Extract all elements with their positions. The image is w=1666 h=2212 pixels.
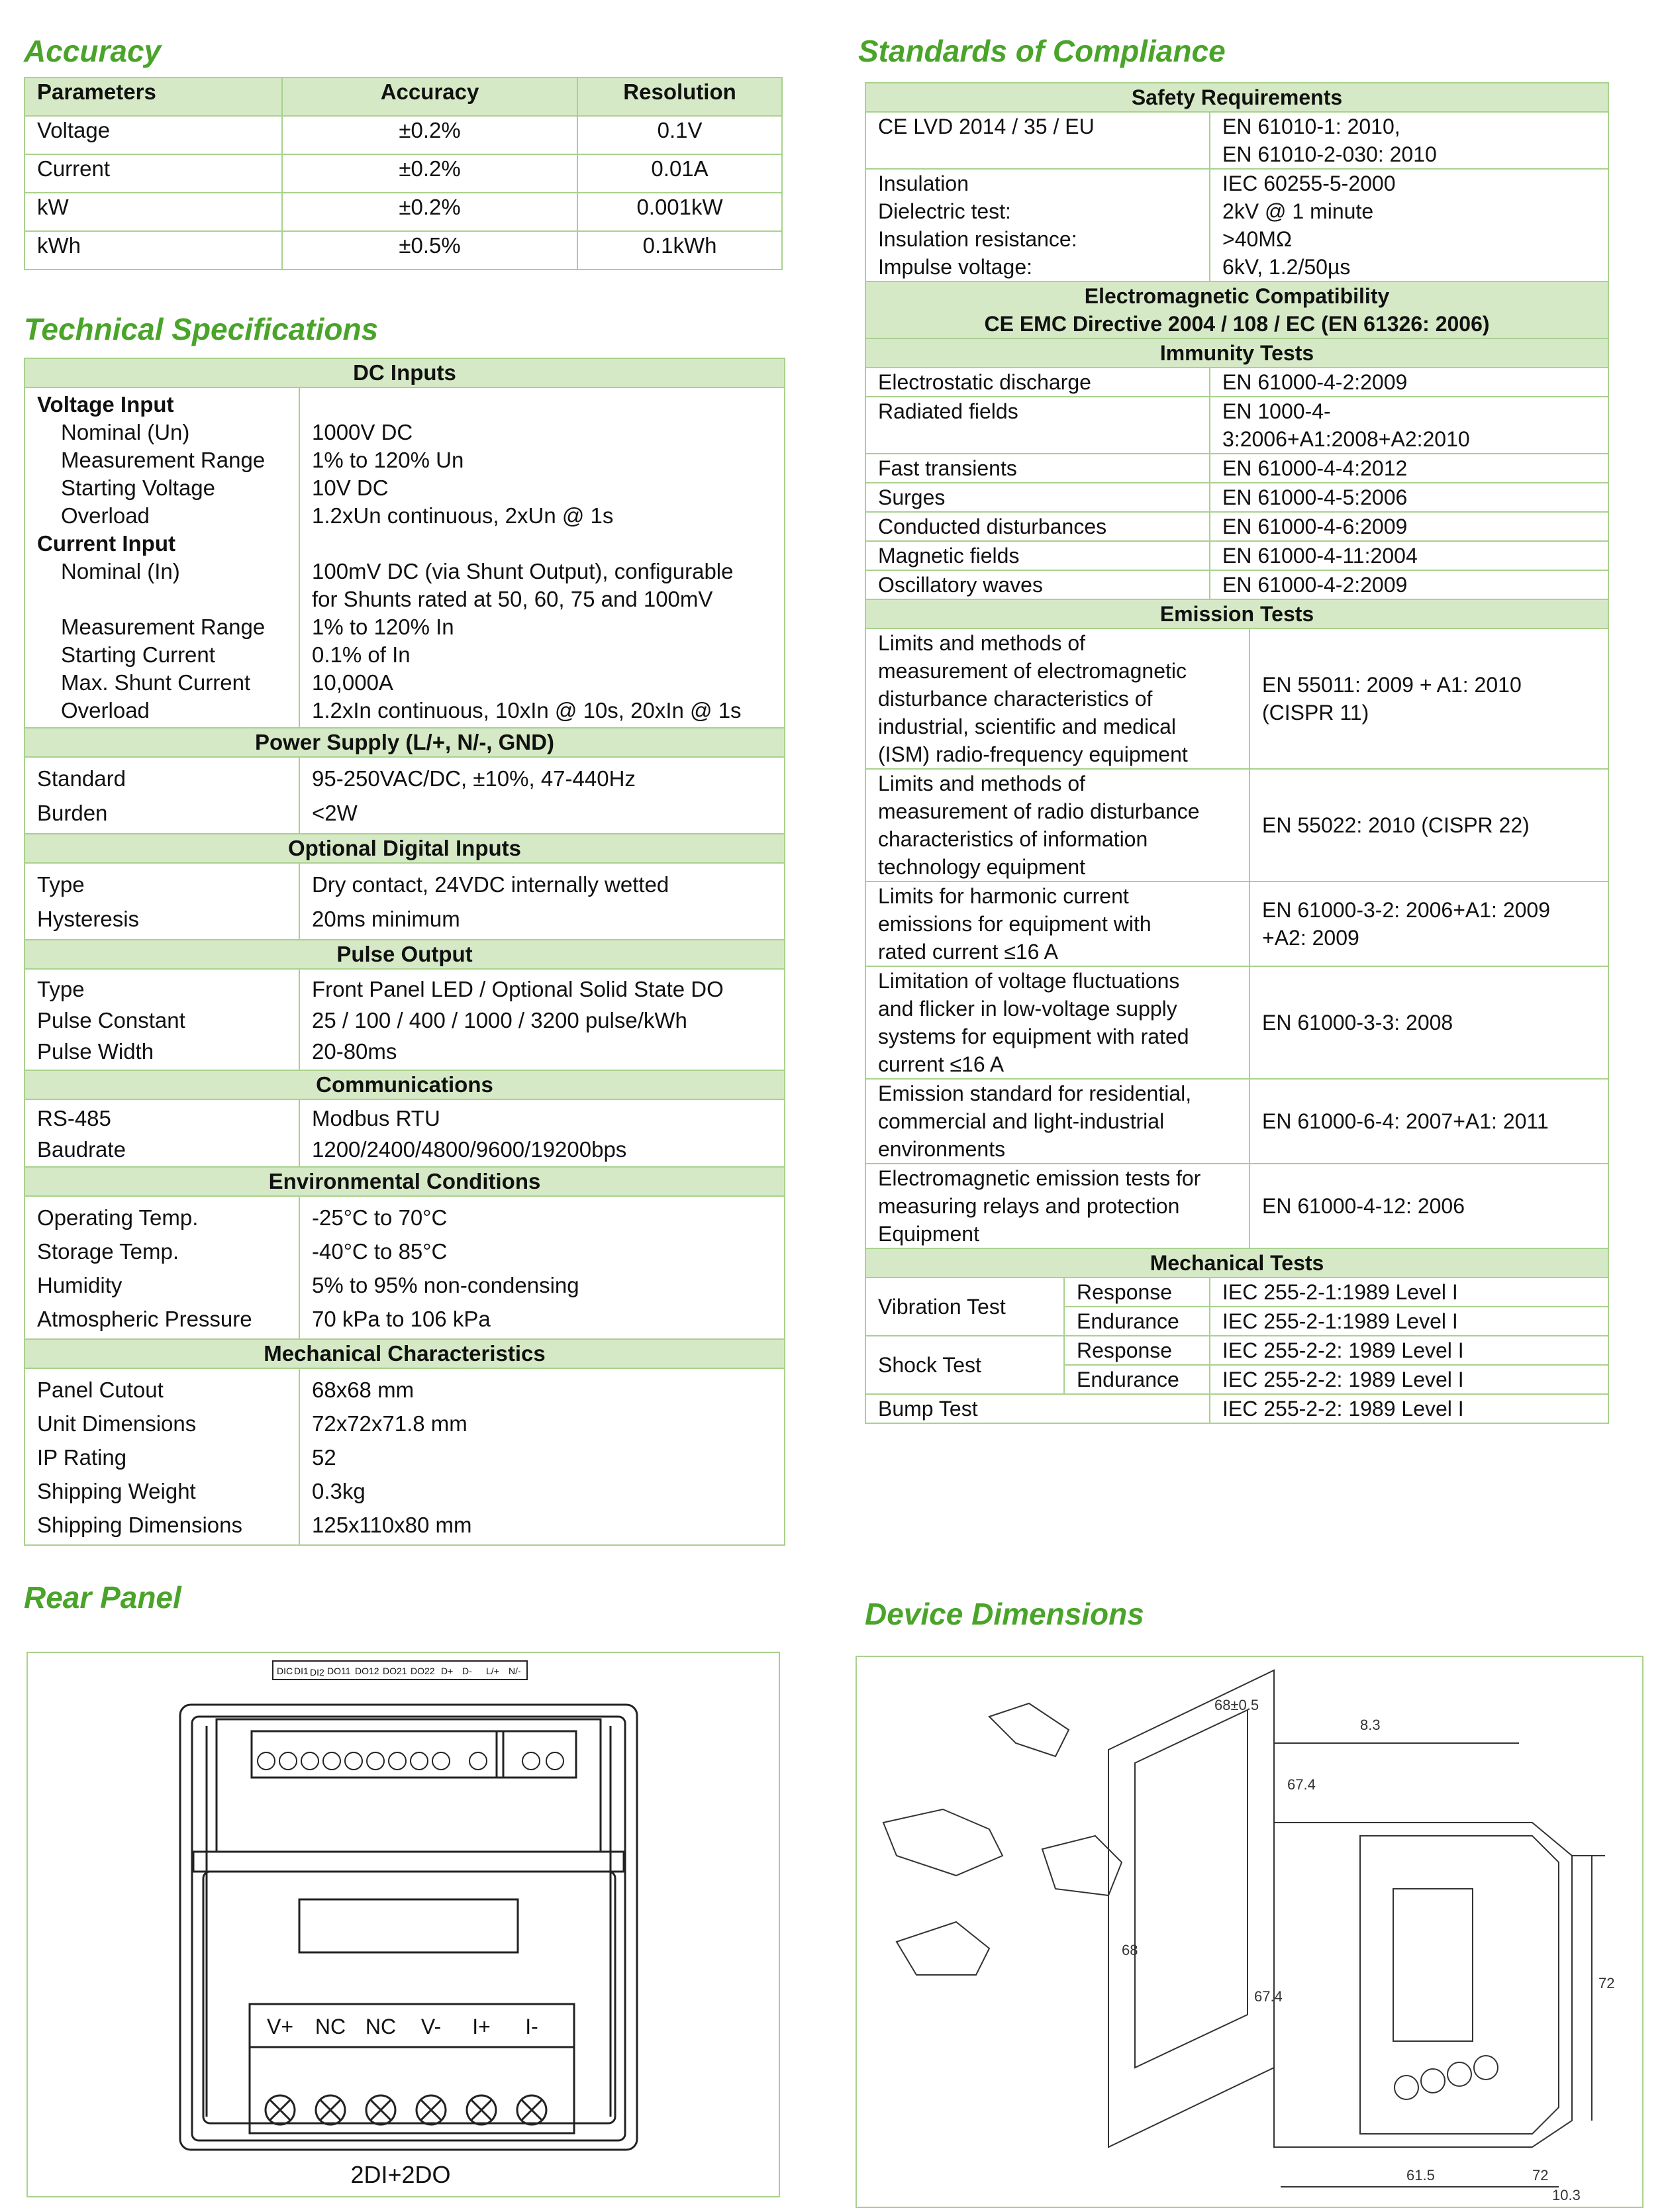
- dimension-label: 10.3: [1552, 2187, 1581, 2203]
- tech-spec-title: Technical Specifications: [24, 312, 379, 346]
- table-row: [865, 512, 1608, 541]
- spec-value: 20ms minimum: [312, 907, 460, 931]
- cell-line: EN 61000-4-12: 2006: [1262, 1194, 1465, 1218]
- cell-line: >40MΩ: [1222, 227, 1292, 251]
- accuracy-table-wrap: [24, 77, 783, 270]
- device-dimensions-drawing: [857, 1657, 1642, 2207]
- terminal-label: I-: [525, 2015, 538, 2038]
- table-row: [24, 1368, 785, 1545]
- table-row: [865, 397, 1608, 454]
- emission-header: Emission Tests: [865, 599, 1608, 628]
- spec-value: 1.2xIn continuous, 10xIn @ 10s, 20xIn @ 1s: [312, 698, 742, 723]
- mechanical-header: Mechanical Characteristics: [24, 1339, 785, 1368]
- cell: Magnetic fields: [865, 541, 1210, 570]
- table-row: [865, 881, 1608, 966]
- terminal-label: NC: [365, 2015, 397, 2038]
- table-row: [865, 1278, 1608, 1307]
- cell: Bump Test: [865, 1394, 1210, 1423]
- cell: IEC 255-2-2: 1989 Level I: [1210, 1365, 1608, 1394]
- spec-value: 1000V DC: [312, 420, 413, 444]
- spec-label: Type: [37, 977, 85, 1001]
- cell-line: disturbance characteristics of: [878, 687, 1153, 711]
- spec-value: -25°C to 70°C: [312, 1205, 448, 1230]
- cell: 0.001kW: [577, 193, 782, 231]
- rear-panel-drawing: [28, 1653, 779, 2196]
- table-row: [24, 1196, 785, 1339]
- spec-label: Shipping Dimensions: [37, 1513, 243, 1537]
- spec-value: Dry contact, 24VDC internally wetted: [312, 872, 669, 897]
- rear-top-label: DI1: [294, 1666, 309, 1676]
- spec-value: 10,000A: [312, 670, 393, 695]
- table-row: [24, 863, 785, 940]
- spec-label: Nominal (In): [61, 559, 180, 583]
- table-row: [24, 154, 782, 193]
- cell: Conducted disturbances: [865, 512, 1210, 541]
- accuracy-table: [24, 77, 783, 270]
- dimension-label: 67.4: [1254, 1988, 1283, 2005]
- spec-label: Overload: [61, 503, 150, 528]
- digital-inputs-header: Optional Digital Inputs: [24, 834, 785, 863]
- cell-line: EN 55022: 2010 (CISPR 22): [1262, 813, 1530, 837]
- cell: Oscillatory waves: [865, 570, 1210, 599]
- dc-inputs-header: DC Inputs: [24, 358, 785, 387]
- cell-line: EN 61000-3-2: 2006+A1: 2009: [1262, 898, 1550, 922]
- cell-line: EN 55011: 2009 + A1: 2010: [1262, 673, 1522, 697]
- spec-label: Pulse Constant: [37, 1008, 185, 1032]
- spec-value: 1200/2400/4800/9600/19200bps: [312, 1137, 627, 1162]
- table-row: [865, 112, 1608, 169]
- cell: Electrostatic discharge: [865, 368, 1210, 397]
- cell-line: environments: [878, 1137, 1006, 1161]
- spec-value: 1% to 120% In: [312, 615, 454, 639]
- spec-value: 0.1% of In: [312, 642, 411, 667]
- cell-line: measurement of electromagnetic: [878, 659, 1187, 683]
- rear-top-label: D+: [441, 1666, 454, 1676]
- rear-top-label: N/-: [509, 1666, 521, 1676]
- spec-label: Operating Temp.: [37, 1205, 199, 1230]
- cell-line: Impulse voltage:: [878, 255, 1033, 279]
- cell: Current: [24, 154, 282, 193]
- cell: Response: [1064, 1336, 1210, 1365]
- dimension-label: 8.3: [1360, 1717, 1381, 1733]
- rear-top-label: DO22: [411, 1666, 435, 1676]
- standards-table-wrap: [865, 82, 1609, 1424]
- cell-line: Limitation of voltage fluctuations: [878, 969, 1180, 993]
- spec-value: 10V DC: [312, 476, 389, 500]
- spec-label: RS-485: [37, 1106, 111, 1131]
- cell: kW: [24, 193, 282, 231]
- table-row: [24, 231, 782, 270]
- accuracy-header-parameters: Parameters: [24, 77, 282, 116]
- cell: ±0.2%: [282, 193, 577, 231]
- table-row: [24, 116, 782, 154]
- table-row: [865, 628, 1608, 769]
- cell-line: characteristics of information: [878, 827, 1148, 851]
- table-row: [865, 454, 1608, 483]
- spec-label: Panel Cutout: [37, 1378, 164, 1402]
- spec-label: Hysteresis: [37, 907, 140, 931]
- table-row: [865, 570, 1608, 599]
- dc-inputs-block: [24, 387, 785, 728]
- cell-line: IEC 60255-5-2000: [1222, 172, 1396, 195]
- cell-line: Limits and methods of: [878, 772, 1086, 795]
- cell-line: measuring relays and protection: [878, 1194, 1180, 1218]
- cell: EN 61000-4-4:2012: [1210, 454, 1608, 483]
- rear-panel-figure: [26, 1652, 780, 2197]
- cell: ±0.2%: [282, 116, 577, 154]
- spec-label: Standard: [37, 766, 126, 791]
- table-row: [24, 757, 785, 834]
- cell-line: Limits and methods of: [878, 631, 1086, 655]
- table-row: [865, 769, 1608, 881]
- rear-top-label: DO21: [383, 1666, 407, 1676]
- dimension-label: 68±0.5: [1214, 1697, 1259, 1713]
- table-row: [865, 541, 1608, 570]
- cell-line: 3:2006+A1:2008+A2:2010: [1222, 427, 1470, 451]
- cell-line: Insulation: [878, 172, 969, 195]
- table-row: [865, 1079, 1608, 1164]
- cell-line: (CISPR 11): [1262, 701, 1369, 725]
- rear-top-label: L/+: [486, 1666, 499, 1676]
- cell: ±0.5%: [282, 231, 577, 270]
- spec-value: 25 / 100 / 400 / 1000 / 3200 pulse/kWh: [312, 1008, 687, 1032]
- rear-top-label: DO12: [355, 1666, 379, 1676]
- cell: CE LVD 2014 / 35 / EU: [865, 112, 1210, 169]
- spec-value: Modbus RTU: [312, 1106, 440, 1131]
- mechanical-tests-table: [865, 1248, 1609, 1424]
- cell: Voltage: [24, 116, 282, 154]
- emc-header-line: Electromagnetic Compatibility: [1084, 284, 1390, 308]
- spec-label: Overload: [61, 698, 150, 723]
- dimension-label: 61.5: [1406, 2167, 1435, 2184]
- table-row: [865, 483, 1608, 512]
- cell-line: and flicker in low-voltage supply: [878, 997, 1177, 1021]
- table-row: [865, 1394, 1608, 1423]
- cell: EN 61000-4-11:2004: [1210, 541, 1608, 570]
- spec-label: Type: [37, 872, 85, 897]
- cell: Response: [1064, 1278, 1210, 1307]
- spec-label: Humidity: [37, 1273, 122, 1297]
- spec-label: Atmospheric Pressure: [37, 1307, 252, 1331]
- terminal-label: V-: [420, 2015, 442, 2038]
- spec-value: 95-250VAC/DC, ±10%, 47-440Hz: [312, 766, 636, 791]
- emc-header-line: CE EMC Directive 2004 / 108 / EC (EN 61326: 2006): [984, 312, 1490, 336]
- spec-label: Unit Dimensions: [37, 1411, 197, 1436]
- rear-top-label: D-: [462, 1666, 472, 1676]
- table-row: [24, 1099, 785, 1167]
- cell-line: Electromagnetic emission tests for: [878, 1166, 1201, 1190]
- cell-line: current ≤16 A: [878, 1052, 1004, 1076]
- spec-value: 1.2xUn continuous, 2xUn @ 1s: [312, 503, 614, 528]
- communications-header: Communications: [24, 1070, 785, 1099]
- standards-title: Standards of Compliance: [858, 34, 1226, 68]
- cell: IEC 255-2-2: 1989 Level I: [1210, 1394, 1608, 1423]
- pulse-output-header: Pulse Output: [24, 940, 785, 969]
- table-row: [865, 966, 1608, 1079]
- power-supply-header: Power Supply (L/+, N/-, GND): [24, 728, 785, 757]
- spec-label: Baudrate: [37, 1137, 126, 1162]
- cell-line: (ISM) radio-frequency equipment: [878, 742, 1188, 766]
- device-dimensions-figure: [856, 1656, 1643, 2208]
- accuracy-title: Accuracy: [24, 34, 162, 68]
- spec-value: Front Panel LED / Optional Solid State DO: [312, 977, 724, 1001]
- environment-header: Environmental Conditions: [24, 1167, 785, 1196]
- cell-line: rated current ≤16 A: [878, 940, 1058, 964]
- cell: 0.1V: [577, 116, 782, 154]
- cell: EN 61000-4-2:2009: [1210, 368, 1608, 397]
- cell-line: measurement of radio disturbance: [878, 799, 1200, 823]
- terminal-label: I+: [472, 2015, 491, 2038]
- cell-line: emissions for equipment with: [878, 912, 1152, 936]
- table-row: [24, 969, 785, 1070]
- cell-line: Dielectric test:: [878, 199, 1011, 223]
- tech-spec-table: [24, 358, 785, 1546]
- accuracy-header-accuracy: Accuracy: [282, 77, 577, 116]
- cell-line: 6kV, 1.2/50µs: [1222, 255, 1351, 279]
- spec-label: IP Rating: [37, 1445, 127, 1470]
- spec-value: 70 kPa to 106 kPa: [312, 1307, 491, 1331]
- cell-line: industrial, scientific and medical: [878, 715, 1176, 738]
- cell-line: EN 61010-2-030: 2010: [1222, 142, 1437, 166]
- cell-line: EN 61000-6-4: 2007+A1: 2011: [1262, 1109, 1549, 1133]
- spec-value: 1% to 120% Un: [312, 448, 464, 472]
- cell-line: EN 61010-1: 2010,: [1222, 115, 1400, 138]
- device-dimensions-title: Device Dimensions: [865, 1597, 1144, 1631]
- spec-label: Storage Temp.: [37, 1239, 179, 1264]
- terminal-label: NC: [315, 2015, 346, 2038]
- cell-line: +A2: 2009: [1262, 926, 1359, 950]
- cell: Fast transients: [865, 454, 1210, 483]
- cell-line: 2kV @ 1 minute: [1222, 199, 1374, 223]
- cell: IEC 255-2-1:1989 Level I: [1210, 1278, 1608, 1307]
- dimension-label: 72: [1532, 2167, 1549, 2184]
- cell-line: EN 61000-3-3: 2008: [1262, 1011, 1453, 1034]
- cell-line: commercial and light-industrial: [878, 1109, 1165, 1133]
- spec-value: 72x72x71.8 mm: [312, 1411, 467, 1436]
- spec-value: 20-80ms: [312, 1039, 397, 1064]
- cell: EN 61000-4-2:2009: [1210, 570, 1608, 599]
- voltage-input-label: Voltage Input: [37, 392, 174, 417]
- cell: Shock Test: [865, 1336, 1064, 1394]
- cell: 0.1kWh: [577, 231, 782, 270]
- immunity-header: Immunity Tests: [865, 338, 1608, 368]
- cell-line: technology equipment: [878, 855, 1086, 879]
- spec-value: 100mV DC (via Shunt Output), configurable: [312, 559, 734, 583]
- spec-label: Starting Current: [61, 642, 215, 667]
- dimension-label: 67.4: [1287, 1776, 1316, 1793]
- spec-label: Pulse Width: [37, 1039, 154, 1064]
- rear-top-label: DI2: [310, 1667, 324, 1678]
- cell-line: EN 1000-4-: [1222, 399, 1331, 423]
- cell: IEC 255-2-2: 1989 Level I: [1210, 1336, 1608, 1365]
- spec-value: 52: [312, 1445, 336, 1470]
- cell-line: Emission standard for residential,: [878, 1081, 1192, 1105]
- cell: Radiated fields: [865, 397, 1210, 454]
- cell: Endurance: [1064, 1307, 1210, 1336]
- current-input-label: Current Input: [37, 531, 175, 556]
- spec-value: 0.3kg: [312, 1479, 366, 1503]
- cell: EN 61000-4-6:2009: [1210, 512, 1608, 541]
- cell-line: Equipment: [878, 1222, 979, 1246]
- spec-label: Shipping Weight: [37, 1479, 196, 1503]
- dimension-label: 72: [1598, 1975, 1615, 1991]
- emc-header: [865, 281, 1608, 338]
- mech-tests-header: Mechanical Tests: [865, 1248, 1608, 1278]
- accuracy-header-resolution: Resolution: [577, 77, 782, 116]
- cell: IEC 255-2-1:1989 Level I: [1210, 1307, 1608, 1336]
- cell: 0.01A: [577, 154, 782, 193]
- spec-label: Measurement Range: [61, 448, 266, 472]
- safety-header: Safety Requirements: [865, 83, 1608, 112]
- spec-value: 68x68 mm: [312, 1378, 415, 1402]
- spec-value: -40°C to 85°C: [312, 1239, 448, 1264]
- table-row: [24, 193, 782, 231]
- rear-top-label: DIC: [277, 1666, 293, 1676]
- spec-label: Starting Voltage: [61, 476, 215, 500]
- tech-spec-table-wrap: [24, 358, 785, 1546]
- spec-value: <2W: [312, 801, 358, 825]
- cell-line: Insulation resistance:: [878, 227, 1077, 251]
- emission-table: [865, 599, 1609, 1249]
- cell-line: systems for equipment with rated: [878, 1025, 1189, 1048]
- spec-value: for Shunts rated at 50, 60, 75 and 100mV: [312, 587, 713, 611]
- standards-table: [865, 82, 1609, 600]
- cell: Vibration Test: [865, 1278, 1064, 1336]
- spec-value: 5% to 95% non-condensing: [312, 1273, 579, 1297]
- spec-label: Measurement Range: [61, 615, 266, 639]
- table-row: [865, 1164, 1608, 1248]
- cell-line: Limits for harmonic current: [878, 884, 1129, 908]
- table-row: [865, 368, 1608, 397]
- cell: Surges: [865, 483, 1210, 512]
- rear-panel-caption: 2DI+2DO: [350, 2161, 451, 2188]
- spec-label: Burden: [37, 801, 108, 825]
- cell: EN 61000-4-5:2006: [1210, 483, 1608, 512]
- rear-panel-title: Rear Panel: [24, 1580, 181, 1615]
- cell: kWh: [24, 231, 282, 270]
- cell: Endurance: [1064, 1365, 1210, 1394]
- spec-label: Nominal (Un): [61, 420, 190, 444]
- dimension-label: 68: [1122, 1942, 1138, 1958]
- spec-label: Max. Shunt Current: [61, 670, 251, 695]
- terminal-label: V+: [266, 2015, 294, 2038]
- spec-value: 125x110x80 mm: [312, 1513, 472, 1537]
- cell: ±0.2%: [282, 154, 577, 193]
- table-row: [865, 169, 1608, 281]
- table-row: [865, 1336, 1608, 1365]
- rear-top-label: DO11: [327, 1666, 351, 1676]
